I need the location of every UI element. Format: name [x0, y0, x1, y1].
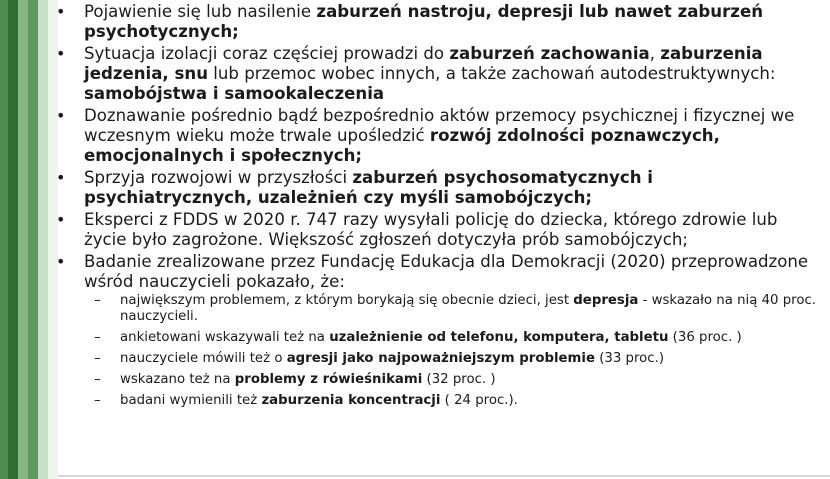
text-run: nauczyciele mówili też o: [120, 351, 287, 366]
bullet-item: [56, 2, 824, 42]
text-run: badani wymienili też: [120, 393, 262, 408]
bold-text: samobójstwa i samookaleczenia: [84, 84, 385, 103]
sub-item: [84, 330, 824, 346]
bold-text: depresja: [573, 293, 639, 308]
dash-icon: –: [94, 372, 101, 387]
bullet-icon: •: [56, 44, 66, 63]
stripe: [28, 0, 38, 479]
text-run: (32 proc. ): [422, 372, 496, 387]
bold-text: zaburzeń zachowania: [449, 44, 650, 63]
stripe: [8, 0, 18, 479]
bullet-item: [56, 44, 824, 104]
dash-icon: –: [94, 393, 101, 408]
text-run: Pojawienie się lub nasilenie: [84, 2, 317, 21]
bullet-icon: •: [56, 168, 66, 187]
text-run: największym problemem, z którym borykają się obecnie dzieci, jest: [120, 293, 574, 308]
bullet-list: [56, 2, 824, 409]
bold-text: problemy z rówieśnikami: [234, 372, 423, 387]
stripe: [18, 0, 28, 479]
text-run: ( 24 proc.).: [440, 393, 518, 408]
bullet-item: [56, 168, 824, 208]
text-run: - wskazało na nią 40 proc. nauczycieli.: [120, 293, 817, 324]
text-run: Doznawanie pośrednio bądź bezpośrednio aktów przemocy psychicznej i fizycznej we wczesnym wieku może trwale upośledzić: [84, 106, 795, 145]
dash-icon: –: [94, 293, 101, 308]
sub-item: [84, 293, 824, 325]
bold-text: zaburzenia jedzenia, snu: [84, 44, 763, 83]
bullet-icon: •: [56, 2, 66, 21]
bold-text: uzależnienie od telefonu, komputera, tabletu: [329, 330, 669, 345]
text-run: (36 proc. ): [668, 330, 742, 345]
slide-content: [56, 2, 824, 414]
stripe: [0, 0, 8, 479]
bullet-item: [56, 252, 824, 409]
text-run: lub przemoc wobec innych, a także zachowań autodestruktywnych:: [208, 64, 776, 83]
bullet-icon: •: [56, 106, 66, 125]
stripe: [48, 0, 58, 479]
text-run: (33 proc.): [594, 351, 665, 366]
bold-text: zaburzeń psychosomatycznych i psychiatrycznych, uzależnień czy myśli samobójczych;: [84, 168, 653, 207]
bold-text: rozwój zdolności poznawczych, emocjonalnych i społecznych;: [84, 126, 720, 165]
text-run: ankietowani wskazywali też na: [120, 330, 330, 345]
bullet-item: [56, 106, 824, 166]
text-run: ,: [649, 44, 661, 63]
text-run: Sytuacja izolacji coraz częściej prowadzi do: [84, 44, 450, 63]
bold-text: agresji jako najpoważniejszym problemie: [286, 351, 595, 366]
bullet-item: [56, 210, 824, 250]
text-run: Badanie zrealizowane przez Fundację Edukacja dla Demokracji (2020) przeprowadzone wśród nauczycieli pokazało, że:: [84, 252, 809, 291]
stripe: [38, 0, 48, 479]
text-run: wskazano też na: [120, 372, 235, 387]
text-run: Sprzyja rozwojowi w przyszłości: [84, 168, 353, 187]
sub-item: [84, 372, 824, 388]
left-decorative-stripes: [0, 0, 58, 479]
sub-item: [84, 393, 824, 409]
bottom-divider: [58, 475, 830, 477]
bold-text: zaburzeń nastroju, depresji lub nawet zaburzeń psychotycznych;: [84, 2, 764, 41]
dash-icon: –: [94, 351, 101, 366]
text-run: Eksperci z FDDS w 2020 r. 747 razy wysyłali policję do dziecka, którego zdrowie lub życie było zagrożone. Większość zgłoszeń dotyczyła prób samobójczych;: [84, 210, 778, 249]
bold-text: zaburzenia koncentracji: [261, 393, 441, 408]
dash-icon: –: [94, 330, 101, 345]
bullet-icon: •: [56, 210, 66, 229]
bullet-icon: •: [56, 252, 66, 271]
sub-list: [84, 293, 824, 409]
sub-item: [84, 351, 824, 367]
